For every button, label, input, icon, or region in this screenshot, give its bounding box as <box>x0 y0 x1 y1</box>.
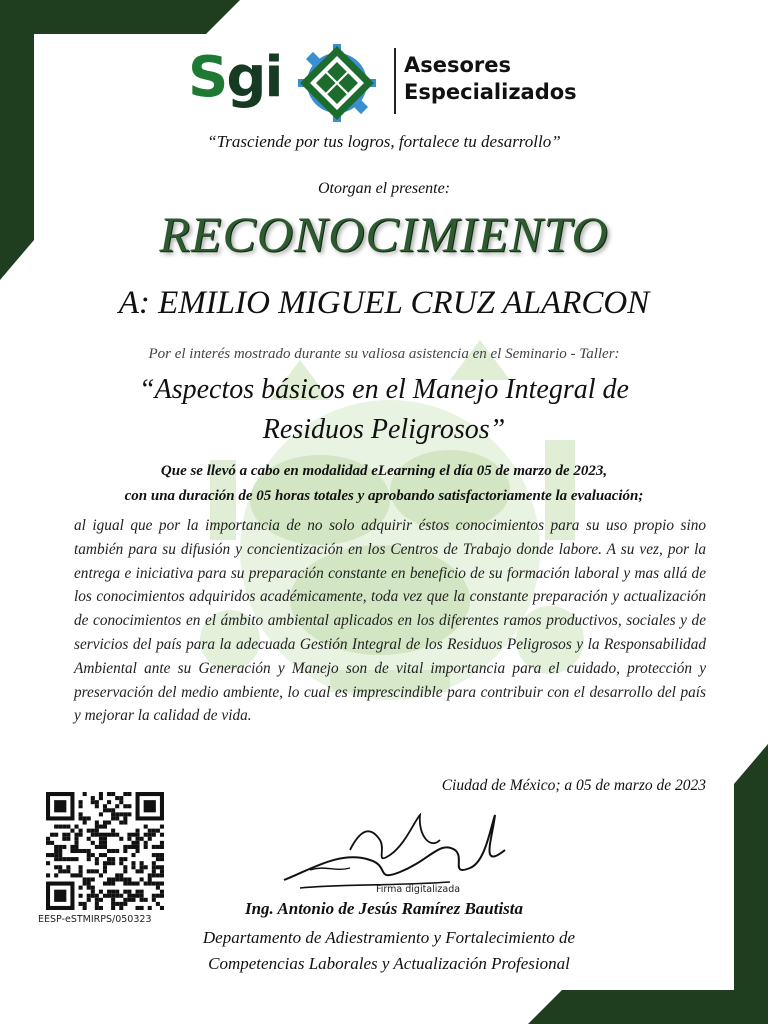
logo-divider <box>394 48 396 114</box>
reason-text: Por el interés mostrado durante su valiosa asistencia en el Seminario - Taller: <box>148 346 620 362</box>
course-title-line2: Residuos Peligrosos” <box>262 414 506 445</box>
department-line1: Departamento de Adiestramiento y Fortalecimiento de <box>202 928 576 947</box>
signer-name: Ing. Antonio de Jesús Ramírez Bautista <box>244 899 524 918</box>
logo-brand-s: S <box>188 45 227 110</box>
department-line2: Competencias Laborales y Actualización Profesional <box>208 954 570 973</box>
course-title-line1: “Aspectos básicos en el Manejo Integral de <box>139 374 629 405</box>
logo-name-line2: Especializados <box>404 80 577 104</box>
details-line-2: con una duración de 05 horas totales y aprobando satisfactoriamente la evaluación; <box>124 488 644 504</box>
course-title <box>80 370 688 450</box>
qr-code-id: EESP-eSTMIRPS/050323 <box>38 914 152 925</box>
award-title: RECONOCIMIENTO <box>159 206 609 262</box>
gear-diamond-leaf-icon <box>296 42 378 124</box>
signer-department <box>0 925 768 977</box>
place-date: Ciudad de México; a 05 de marzo de 2023 <box>441 777 706 794</box>
recipient-name: A: EMILIO MIGUEL CRUZ ALARCON <box>118 285 650 321</box>
logo-brand-gi: gi <box>226 45 282 110</box>
company-logo <box>188 42 608 122</box>
logo-name-line1: Asesores <box>404 53 512 77</box>
award-intro: Otorgan el presente: <box>317 180 451 197</box>
details-line-1: Que se llevó a cabo en modalidad eLearning el día 05 de marzo de 2023, <box>160 463 608 479</box>
motto: “Trasciende por tus logros, fortalece tu desarrollo” <box>207 132 561 151</box>
logo-brand <box>188 45 282 110</box>
verification-qr-code <box>46 792 164 910</box>
body-paragraph: al igual que por la importancia de no solo adquirir éstos conocimientos para su uso propio sino también para su difusión y concientización en los Centros de Trabajo donde labore. A su vez, por la entrega e iniciativa para su preparación constante en beneficio de su formación laboral y mas allá de los conocimientos adquiridos académicamente, toda vez que la constante preparación y actualización de conocimientos en el ámbito ambiental aplicados en los diferentes ramos productivos, sociales y de servicios del país para la adecuada Gestión Integral de los Residuos Peligrosos y la Responsabilidad Ambiental ante su Generación y Manejo son de vital importancia para el cuidado, protección y preservación del medio ambiente, lo cual es imprescindible para contribuir con el desarrollo del país y mejorar la calidad de vida. <box>74 517 706 725</box>
logo-company-name <box>404 52 577 106</box>
signature-caption: Firma digitalizada <box>376 884 461 895</box>
